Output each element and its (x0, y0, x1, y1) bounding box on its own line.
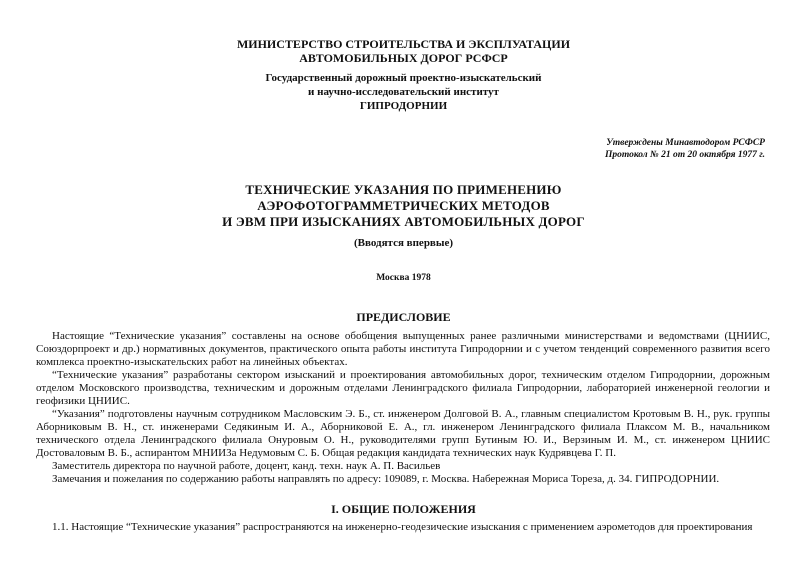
title-line-2: АЭРОФОТОГРАММЕТРИЧЕСКИХ МЕТОДОВ (257, 198, 550, 213)
general-paragraph: 1.1. Настоящие “Технические указания” распространяются на инженерно-геодезические изыскания с применением аэрометодов для проектирования (52, 521, 753, 533)
institute-line-2: и научно-исследовательский институт (308, 86, 499, 98)
ministry-header (0, 37, 807, 65)
approval-note (605, 137, 765, 161)
general-provisions-body (36, 521, 770, 534)
approval-line-1: Утверждены Минавтодором РСФСР (606, 138, 765, 148)
preface-body (36, 330, 770, 486)
institute-line-1: Государственный дорожный проектно-изыскательский (265, 72, 542, 84)
document-subtitle: (Вводятся впервые) (353, 237, 454, 249)
preface-paragraph: Настоящие “Технические указания” составлены на основе обобщения выпущенных ранее различными министерствами и ведомствами (ЦНИИС, Союздорпроект и др.) нормативных документов, практического опыта работы института Гипродорнии и с учетом тенденций современного развития всего комплекса проектно-изыскательских работ на линейных объектах. (36, 330, 770, 368)
ministry-line-2: АВТОМОБИЛЬНЫХ ДОРОГ РСФСР (299, 51, 508, 65)
preface-paragraph: “Указания” подготовлены научным сотрудником Масловским Э. Б., ст. инженером Долговой В. А., главным специалистом Кротовым В. Н., рук. группы Аборниковым В. Н., ст. инженерами Седякиным И. А., Аборниковой Е. А., гл. инженером Ленинградского филиала Плаксом М. В., начальником технического отдела Ленинградского филиала Онуровым О. Н., руководителями групп Бутиным Ю. И., Верзиным И. М., ст. инженером ЦНИИС Достоваловым В. Б., аспирантом МНИИЗа Недумовым С. Б. Общая редакция кандидата технических наук Кудрявцева Г. П. (36, 408, 770, 459)
approval-line-2: Протокол № 21 от 20 октября 1977 г. (604, 150, 765, 160)
preface-paragraph: “Технические указания” разработаны сектором изысканий и проектирования автомобильных дорог, техническим отделом Гипродорнии, дорожным отделом Московского производства, техническим и дорожным отделами Ленинградского филиала Гипродорнии, лабораторией инженерной геологии и геофизики ЦНИИС. (36, 369, 770, 407)
general-provisions-heading: I. ОБЩИЕ ПОЛОЖЕНИЯ (331, 502, 476, 516)
title-line-3: И ЭВМ ПРИ ИЗЫСКАНИЯХ АВТОМОБИЛЬНЫХ ДОРОГ (222, 214, 585, 229)
preface-paragraph: Замечания и пожелания по содержанию работы направлять по адресу: 109089, г. Москва. Набережная Мориса Тореза, д. 34. ГИПРОДОРНИИ. (52, 473, 720, 485)
preface-paragraph: Заместитель директора по научной работе, доцент, канд. техн. наук А. П. Васильев (52, 460, 441, 472)
title-line-1: ТЕХНИЧЕСКИЕ УКАЗАНИЯ ПО ПРИМЕНЕНИЮ (245, 182, 562, 197)
document-title (0, 182, 807, 230)
ministry-line-1: МИНИСТЕРСТВО СТРОИТЕЛЬСТВА И ЭКСПЛУАТАЦИИ (236, 37, 571, 51)
place-year: Москва 1978 (376, 273, 431, 283)
institute-line-3: ГИПРОДОРНИИ (359, 100, 448, 112)
institute-header (0, 71, 807, 113)
preface-heading: ПРЕДИСЛОВИЕ (356, 310, 451, 324)
